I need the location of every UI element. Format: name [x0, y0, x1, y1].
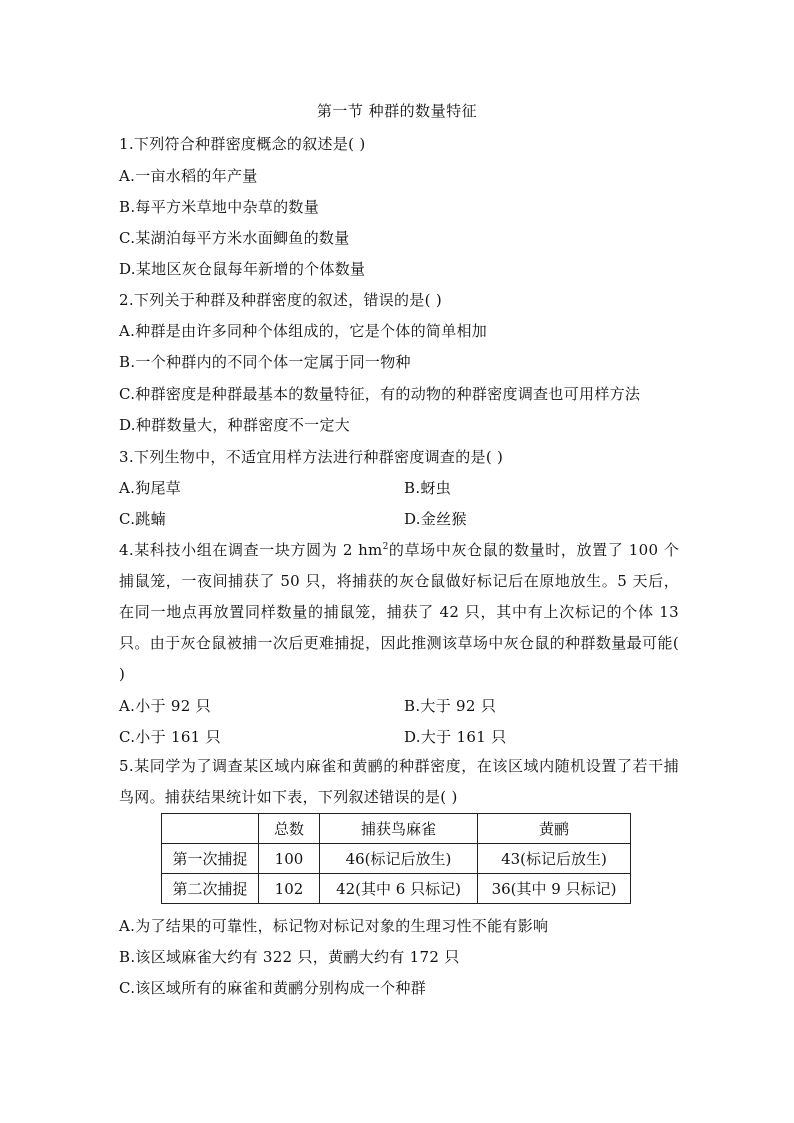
question-2-option-a: A.种群是由许多同种个体组成的，它是个体的简单相加: [119, 322, 488, 340]
table-cell: 102: [259, 874, 320, 904]
question-1-option-a: A.一亩水稻的年产量: [119, 167, 258, 185]
table-header-cell: [162, 814, 259, 844]
table-cell: 100: [259, 844, 320, 874]
question-4-stem-part1: 4.某科技小组在调查一块方圆为 2 hm: [119, 541, 383, 559]
question-2-option-d: D.种群数量大，种群密度不一定大: [119, 416, 351, 434]
question-4-option-d: D.大于 161 只: [404, 728, 507, 746]
table-row: [162, 874, 631, 904]
question-2-stem: 2.下列关于种群及种群密度的叙述，错误的是( ): [119, 291, 442, 309]
question-2-option-b: B.一个种群内的不同个体一定属于同一物种: [119, 353, 411, 371]
question-4-option-b: B.大于 92 只: [404, 697, 497, 715]
table-cell: 36(其中 9 只标记): [478, 874, 631, 904]
question-1-stem: 1.下列符合种群密度概念的叙述是( ): [119, 135, 366, 153]
question-5-option-b: B.该区域麻雀大约有 322 只，黄鹂大约有 172 只: [119, 948, 460, 966]
question-4-option-c: C.小于 161 只: [119, 728, 221, 746]
question-3-option-b: B.蚜虫: [404, 479, 451, 497]
superscript-2: 2: [382, 542, 389, 552]
question-4-option-a: A.小于 92 只: [119, 697, 211, 715]
question-3-option-c: C.跳蝻: [119, 510, 166, 528]
table-cell: 42(其中 6 只标记): [320, 874, 478, 904]
table-header-cell: 捕获鸟麻雀: [320, 814, 478, 844]
question-1-option-b: B.每平方米草地中杂草的数量: [119, 198, 319, 216]
page-title: 第一节 种群的数量特征: [316, 102, 478, 120]
table-cell: 第二次捕捉: [162, 874, 259, 904]
question-5-option-c: C.该区域所有的麻雀和黄鹂分别构成一个种群: [119, 979, 427, 997]
question-4-stem-part2: 的草场中灰仓鼠的数量时，放置了 100 个捕鼠笼，一夜间捕获了 50 只，将捕获的灰仓鼠做好标记后在原地放生。5 天后，在同一地点再放置同样数量的捕鼠笼，捕获了 42 只，其中有上次标记的个体 13 只。由于灰仓鼠被捕一次后更难捕捉，因此推测该草场中灰仓鼠的种群数量最可能( ): [119, 541, 680, 683]
table-header-cell: 黄鹂: [478, 814, 631, 844]
table-header-row: [162, 814, 631, 844]
question-3-stem: 3.下列生物中，不适宜用样方法进行种群密度调查的是( ): [119, 448, 504, 466]
capture-table: [161, 813, 631, 904]
question-4-stem: [119, 532, 679, 690]
table-cell: 第一次捕捉: [162, 844, 259, 874]
table-cell: 46(标记后放生): [320, 844, 478, 874]
question-2-option-c: C.种群密度是种群最基本的数量特征，有的动物的种群密度调查也可用样方法: [119, 385, 641, 403]
table-header-cell: 总数: [259, 814, 320, 844]
question-5-option-a: A.为了结果的可靠性，标记物对标记对象的生理习性不能有影响: [119, 917, 549, 935]
question-1-option-c: C.某湖泊每平方米水面鲫鱼的数量: [119, 229, 350, 247]
table-cell: 43(标记后放生): [478, 844, 631, 874]
question-3-option-a: A.狗尾草: [119, 479, 182, 497]
table-row: [162, 844, 631, 874]
question-5-stem: 5.某同学为了调查某区域内麻雀和黄鹂的种群密度，在该区域内随机设置了若干捕鸟网。捕获结果统计如下表，下列叙述错误的是( ): [119, 757, 679, 806]
question-3-option-d: D.金丝猴: [404, 510, 467, 528]
question-1-option-d: D.某地区灰仓鼠每年新增的个体数量: [119, 260, 366, 278]
